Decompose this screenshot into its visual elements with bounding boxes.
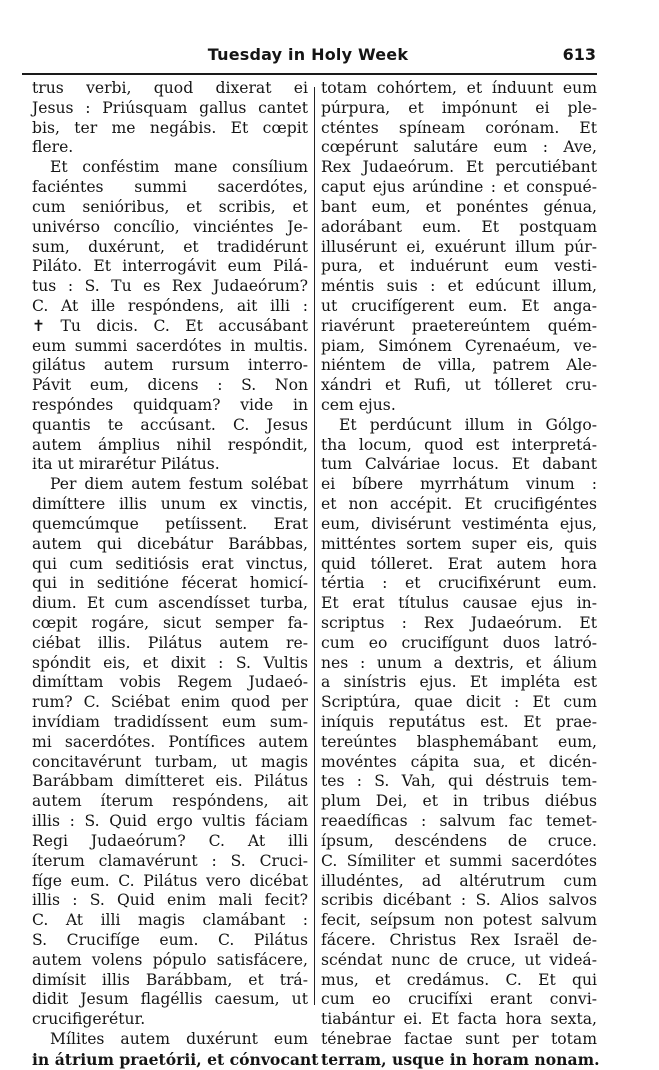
text-line: illudéntes, ad altérutrum cum — [321, 871, 597, 890]
text-line: rum? C. Sciébat enim quod per — [32, 693, 308, 712]
text-line: qui cum seditiósis erat vinctus, — [32, 554, 308, 573]
text-line: quantis te accúsant. C. Jesus — [32, 415, 308, 434]
text-line: mus, et credámus. C. Et qui — [321, 970, 597, 989]
text-line: dimíttam vobis Regem Judaeó- — [32, 673, 308, 692]
text-line: flere. — [32, 138, 74, 157]
text-line: C. At illi magis clamábant : — [32, 911, 308, 930]
text-line: Scriptúra, quae dicit : Et cum — [321, 693, 597, 712]
text-line: Et conféstim mane consílium — [50, 158, 308, 177]
text-line: autem ámplius nihil respóndit, — [32, 435, 308, 454]
text-line: tereúntes blasphemábant eum, — [321, 732, 597, 751]
header-rule — [22, 73, 597, 75]
text-line: eum, divisérunt vestiménta ejus, — [321, 514, 597, 533]
text-line: púrpura, et impónunt ei ple- — [321, 98, 597, 117]
text-line: autem qui dicebátur Barábbas, — [32, 534, 308, 553]
text-line: tes : S. Vah, qui déstruis tem- — [321, 772, 597, 791]
text-line: cœpérunt salutáre eum : Ave, — [321, 138, 597, 157]
text-line: didit Jesum flagéllis caesum, ut — [32, 990, 308, 1009]
text-line: piam, Simónem Cyrenaéum, ve- — [321, 336, 597, 355]
text-line: iníquis reputátus est. Et prae- — [321, 713, 597, 731]
text-line: mi sacerdótes. Pontífices autem — [32, 732, 308, 751]
text-line: S. Crucifíge eum. C. Pilátus — [32, 930, 308, 949]
left-column — [32, 79, 319, 1070]
text-line: cem ejus. — [321, 396, 396, 414]
text-line: autem volens pópulo satisfácere, — [32, 950, 308, 969]
text-line: bis, ter me negábis. Et cœpit — [32, 118, 308, 137]
text-line: caput ejus arúndine : et conspué- — [321, 178, 597, 197]
text-line: Regi Judaeórum? C. At illi — [32, 831, 308, 850]
text-line: ténebrae factae sunt per totam — [321, 1030, 597, 1048]
text-line: C. At ille respóndens, ait illi : — [32, 296, 308, 315]
text-line: fíge eum. C. Pilátus vero dicébat — [32, 871, 308, 890]
text-line: dimíttere illis unum ex vinctis, — [32, 495, 308, 514]
text-line: ut crucifígerent eum. Et anga- — [321, 296, 597, 315]
text-line: méntis suis : et edúcunt illum, — [321, 277, 597, 296]
text-line: mitténtes sortem super eis, quis — [321, 534, 597, 553]
text-line: cum senióribus, et scribis, et — [32, 197, 308, 216]
text-line: Et erat títulus causae ejus in- — [321, 594, 597, 613]
text-line: adorábant eum. Et postquam — [321, 217, 597, 236]
text-line: trus verbi, quod dixerat ei — [32, 79, 308, 97]
text-line: a sinístris ejus. Et impléta est — [321, 673, 597, 692]
text-line: cœpit rogáre, sicut semper fa- — [32, 613, 308, 632]
text-line: gilátus autem rursum interro- — [32, 356, 308, 375]
text-line: in átrium praetórii, et cónvocant — [32, 1049, 319, 1069]
text-line: niéntem de villa, patrem Ale- — [321, 356, 597, 375]
text-line: tum Calváriae locus. Et dabant — [321, 455, 597, 474]
text-line: xándri et Rufi, ut tólleret cru- — [321, 376, 597, 395]
column-divider — [314, 87, 315, 1005]
text-line: cténtes spíneam corónam. Et — [321, 118, 597, 137]
text-line: C. Símiliter et summi sacerdótes — [321, 851, 597, 870]
text-line: tiabántur ei. Et facta hora sexta, — [321, 1010, 597, 1029]
page-title: Tuesday in Holy Week — [207, 45, 409, 64]
text-line: illis : S. Quid enim mali fecit? — [32, 891, 308, 910]
text-line: cum eo crucifíxi erant convi- — [321, 990, 597, 1009]
text-line: tha locum, quod est interpretá- — [321, 435, 597, 454]
text-line: ciébat illis. Pilátus autem re- — [32, 633, 308, 652]
right-column — [321, 79, 600, 1070]
text-line: Et perdúcunt illum in Gólgo- — [339, 415, 597, 434]
text-line: invídiam tradidíssent eum sum- — [32, 713, 308, 731]
text-line: respóndes quidquam? vide in — [32, 396, 308, 414]
text-line: eum summi sacerdótes in multis. — [32, 336, 308, 355]
text-line: dium. Et cum ascendísset turba, — [32, 594, 308, 613]
text-line: sum, duxérunt, et tradidérunt — [32, 237, 308, 256]
text-line: ípsum, descéndens de cruce. — [321, 831, 597, 850]
text-line: Pávit eum, dicens : S. Non — [32, 376, 308, 395]
text-line: autem íterum respóndens, ait — [32, 792, 308, 811]
text-line: et non accépit. Et crucifigéntes — [321, 495, 597, 514]
text-line: íterum clamavérunt : S. Cruci- — [32, 851, 308, 870]
text-line: terram, usque in horam nonam. — [321, 1049, 600, 1069]
text-line: illusérunt ei, exuérunt illum púr- — [321, 237, 597, 256]
text-line: concitavérunt turbam, ut magis — [32, 752, 308, 771]
text-line: Per diem autem festum solébat — [50, 475, 308, 494]
text-line: illis : S. Quid ergo vultis fáciam — [32, 812, 308, 831]
running-head — [20, 45, 596, 73]
text-line: dimísit illis Barábbam, et trá- — [32, 970, 308, 989]
text-line: pura, et induérunt eum vesti- — [321, 257, 597, 276]
text-line: univérso concílio, vinciéntes Je- — [32, 217, 308, 236]
text-line: Jesus : Priúsquam gallus cantet — [32, 98, 308, 117]
text-line: ✝ Tu dicis. C. Et accusábant — [32, 316, 308, 335]
text-line: faciéntes summi sacerdótes, — [32, 178, 308, 197]
text-line: riavérunt praetereúntem quém- — [321, 316, 597, 335]
text-line: fecit, seípsum non potest salvum — [321, 911, 597, 930]
text-line: crucifigerétur. — [32, 1010, 146, 1029]
text-line: scribis dicébant : S. Alios salvos — [321, 891, 597, 910]
text-line: Mílites autem duxérunt eum — [50, 1030, 308, 1048]
text-line: nes : unum a dextris, et álium — [321, 653, 597, 672]
text-line: scriptus : Rex Judaeórum. Et — [321, 613, 597, 632]
text-line: ita ut mirarétur Pilátus. — [32, 455, 220, 474]
page-number: 613 — [562, 45, 596, 64]
text-line: movéntes cápita sua, et dicén- — [321, 752, 597, 771]
text-line: scéndat nunc de cruce, ut videá- — [321, 950, 597, 969]
text-line: quemcúmque petíissent. Erat — [32, 514, 308, 533]
text-line: bant eum, et ponéntes génua, — [321, 197, 597, 216]
text-line: fácere. Christus Rex Israël de- — [321, 930, 597, 949]
text-line: tértia : et crucifixérunt eum. — [321, 574, 597, 593]
text-line: reaedíficas : salvum fac temet- — [321, 812, 597, 831]
text-line: totam cohórtem, et índuunt eum — [321, 79, 597, 97]
text-line: quid tólleret. Erat autem hora — [321, 554, 597, 573]
text-line: plum Dei, et in tribus diébus — [321, 792, 597, 811]
text-line: cum eo crucifígunt duos latró- — [321, 633, 597, 652]
text-line: spóndit eis, et dixit : S. Vultis — [32, 653, 308, 672]
text-line: qui in seditióne fécerat homicí- — [32, 574, 308, 593]
text-line: Piláto. Et interrogávit eum Pilá- — [32, 257, 308, 276]
text-line: Rex Judaeórum. Et percutiébant — [321, 158, 597, 177]
text-line: tus : S. Tu es Rex Judaeórum? — [32, 277, 308, 296]
text-line: ei bíbere myrrhátum vinum : — [321, 475, 597, 494]
text-line: Barábbam dimítteret eis. Pilátus — [32, 772, 308, 791]
